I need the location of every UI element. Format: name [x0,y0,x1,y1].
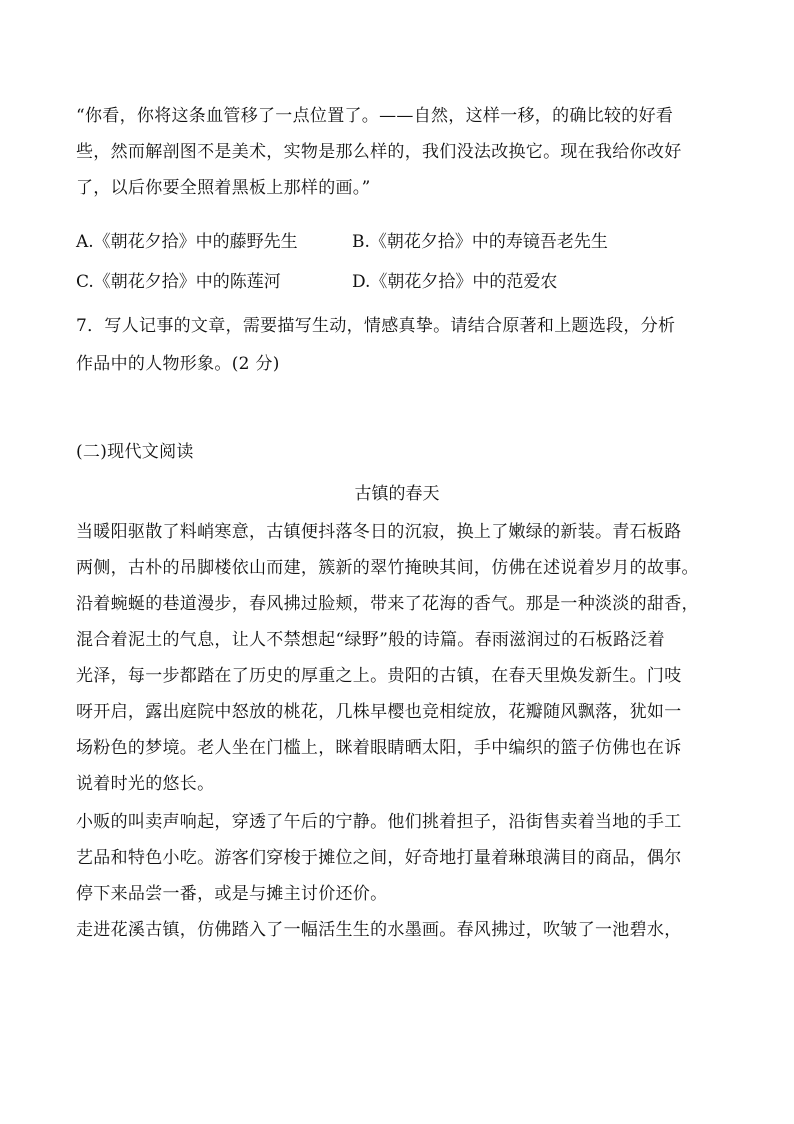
option-c: C.《朝花夕拾》中的陈莲河 [76,272,281,292]
quote-line-2: 些，然而解剖图不是美术，实物是那么样的，我们没法改换它。现在我给你改好 [76,142,682,162]
section-heading: (二)现代文阅读 [76,442,194,462]
passage-title: 古镇的春天 [354,484,440,504]
passage-line-12: 走进花溪古镇，仿佛踏入了一幅活生生的水墨画。春风拂过，吹皱了一池碧水， [76,920,682,940]
passage-line-9: 小贩的叫卖声响起，穿透了午后的宁静。他们挑着担子，沿街售卖着当地的手工 [76,812,682,832]
passage-line-11: 停下来品尝一番，或是与摊主讨价还价。 [76,884,388,904]
passage-line-7: 场粉色的梦境。老人坐在门槛上，眯着眼睛晒太阳，手中编织的篮子仿佛也在诉 [76,738,682,758]
option-a: A.《朝花夕拾》中的藤野先生 [76,232,298,252]
quote-line-1: “你看，你将这条血管移了一点位置了。——自然，这样一移，的确比较的好看 [76,106,674,126]
option-b: B.《朝花夕拾》中的寿镜吾老先生 [352,232,608,252]
passage-line-1: 当暖阳驱散了料峭寒意，古镇便抖落冬日的沉寂，换上了嫩绿的新装。青石板路 [76,522,682,542]
option-d: D.《朝花夕拾》中的范爱农 [352,272,558,292]
passage-line-6: 呀开启，露出庭院中怒放的桃花，几株早樱也竞相绽放，花瓣随风飘落，犹如一 [76,702,682,722]
question7-line-1: 7．写人记事的文章，需要描写生动，情感真挚。请结合原著和上题选段，分析 [76,316,676,336]
passage-line-4: 混合着泥土的气息，让人不禁想起“绿野”般的诗篇。春雨滋润过的石板路泛着 [76,630,665,650]
question7-line-2: 作品中的人物形象。(2 分) [76,354,280,374]
passage-line-2: 两侧，古朴的吊脚楼依山而建，簇新的翠竹掩映其间，仿佛在述说着岁月的故事。 [76,558,699,578]
passage-line-3: 沿着蜿蜒的巷道漫步，春风拂过脸颊，带来了花海的香气。那是一种淡淡的甜香， [76,594,699,614]
passage-line-8: 说着时光的悠长。 [76,774,215,794]
passage-line-5: 光泽，每一步都踏在了历史的厚重之上。贵阳的古镇，在春天里焕发新生。门吱 [76,666,682,686]
passage-line-10: 艺品和特色小吃。游客们穿梭于摊位之间，好奇地打量着琳琅满目的商品，偶尔 [76,848,682,868]
quote-line-3: 了，以后你要全照着黑板上那样的画。” [76,178,371,198]
